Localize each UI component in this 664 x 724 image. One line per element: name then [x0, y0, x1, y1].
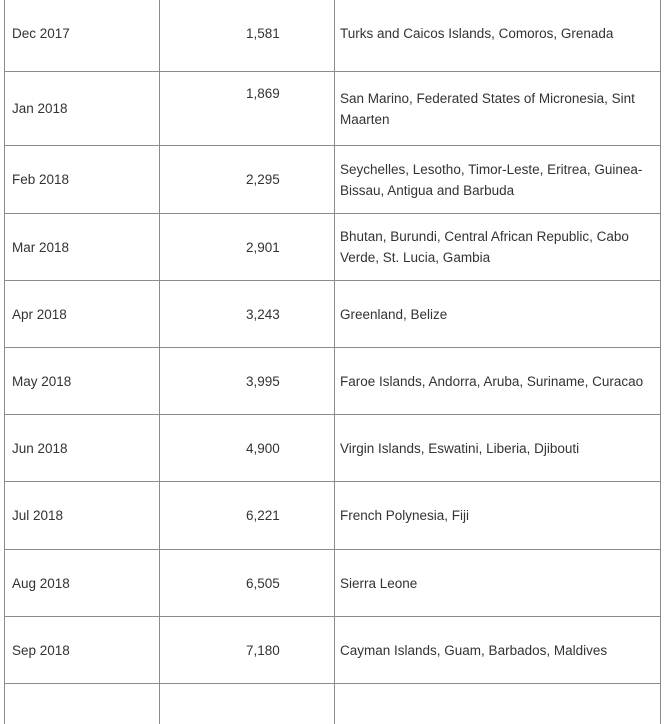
value-cell: 6,221	[160, 482, 335, 550]
value-cell: 3,995	[160, 348, 335, 415]
value-cell: 1,869	[160, 72, 335, 146]
table-row	[5, 617, 661, 684]
countries-cell: Greenland, Belize	[335, 281, 661, 348]
value-cell: 2,295	[160, 146, 335, 214]
countries-cell: Sierra Leone	[335, 550, 661, 617]
value-cell: 1,581	[160, 0, 335, 72]
countries-cell: Faroe Islands, Andorra, Aruba, Suriname, Curacao	[335, 348, 661, 415]
month-cell: Aug 2018	[5, 550, 160, 617]
value-cell: 2,901	[160, 214, 335, 281]
countries-cell: Turks and Caicos Islands, Comoros, Grenada	[335, 0, 661, 72]
month-cell: Jul 2018	[5, 482, 160, 550]
table-row	[5, 550, 661, 617]
table-row	[5, 146, 661, 214]
value-cell	[160, 684, 335, 724]
value-cell: 3,243	[160, 281, 335, 348]
month-cell: Mar 2018	[5, 214, 160, 281]
countries-cell: Bhutan, Burundi, Central African Republic, Cabo Verde, St. Lucia, Gambia	[335, 214, 661, 281]
countries-cell: French Polynesia, Fiji	[335, 482, 661, 550]
table-row	[5, 281, 661, 348]
month-cell: Apr 2018	[5, 281, 160, 348]
month-cell: Sep 2018	[5, 617, 160, 684]
countries-cell: San Marino, Federated States of Micronesia, Sint Maarten	[335, 72, 661, 146]
month-cell: Jan 2018	[5, 72, 160, 146]
countries-cell: Cayman Islands, Guam, Barbados, Maldives	[335, 617, 661, 684]
table-row	[5, 415, 661, 482]
data-table	[4, 0, 661, 724]
table-row	[5, 72, 661, 146]
month-cell: Dec 2017	[5, 0, 160, 72]
table-row	[5, 214, 661, 281]
countries-cell: Virgin Islands, Eswatini, Liberia, Djibouti	[335, 415, 661, 482]
value-cell: 6,505	[160, 550, 335, 617]
month-cell: Feb 2018	[5, 146, 160, 214]
value-cell: 4,900	[160, 415, 335, 482]
countries-cell: Seychelles, Lesotho, Timor-Leste, Eritrea, Guinea-Bissau, Antigua and Barbuda	[335, 146, 661, 214]
table-row	[5, 348, 661, 415]
countries-cell	[335, 684, 661, 724]
month-cell: May 2018	[5, 348, 160, 415]
month-cell: Jun 2018	[5, 415, 160, 482]
month-cell	[5, 684, 160, 724]
table-row	[5, 684, 661, 724]
table-row	[5, 0, 661, 72]
table-row	[5, 482, 661, 550]
value-cell: 7,180	[160, 617, 335, 684]
